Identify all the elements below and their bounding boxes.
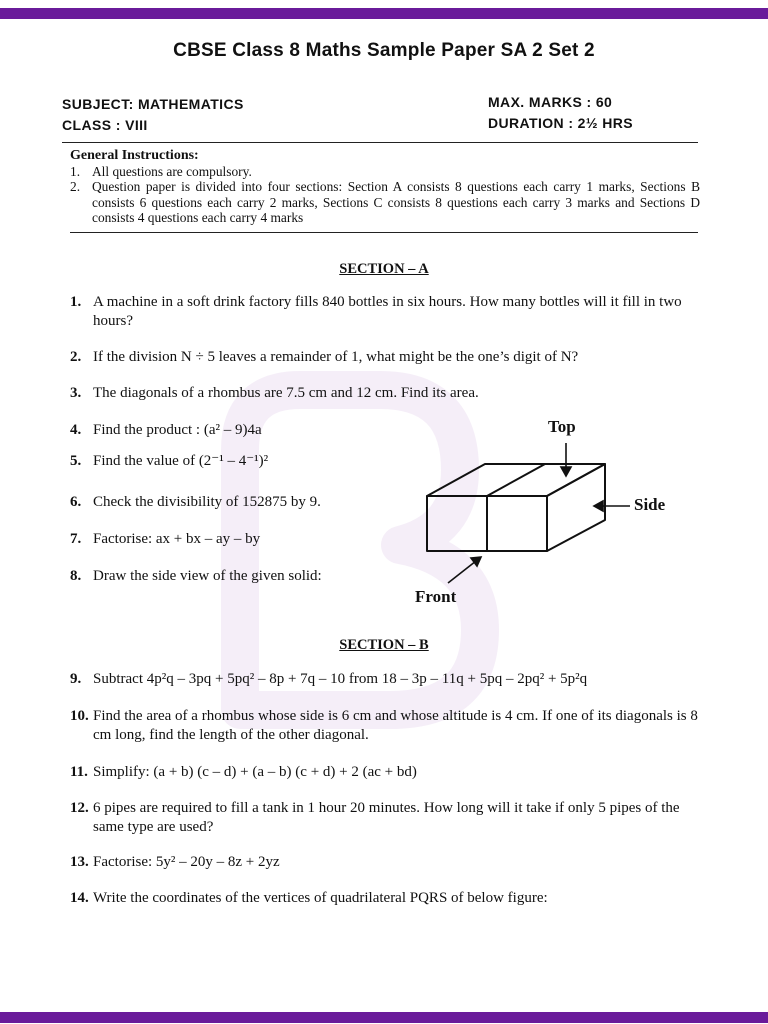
question-10: 10. Find the area of a rhombus whose side is 6 cm and whose altitude is 4 cm. If one of its diagonals is 8 cm long, find the length of the other diagonal. bbox=[70, 708, 698, 743]
front-face-left bbox=[427, 496, 487, 551]
front-face-right bbox=[487, 496, 547, 551]
section-b-title: SECTION – B bbox=[339, 637, 429, 653]
general-instructions bbox=[70, 148, 700, 226]
page-title: CBSE Class 8 Maths Sample Paper SA 2 Set 2 bbox=[173, 40, 595, 61]
instruction-item: 2. Question paper is divided into four sections: Section A consists 8 questions each carry 1 marks, Sections B consists 6 questions each carry 2 marks, Sections C consists 8 questions each carry 3 marks and Sections D consists 4 questions each carry 4 marks bbox=[70, 179, 700, 225]
figure-front-label: Front bbox=[415, 587, 457, 606]
figure-top-label: Top bbox=[548, 417, 576, 436]
question-14: 14. Write the coordinates of the vertices of quadrilateral PQRS of below figure: bbox=[70, 890, 548, 906]
subject-label: SUBJECT: MATHEMATICS bbox=[62, 96, 244, 112]
question-4: 4. Find the product : (a² – 9)4a bbox=[70, 422, 262, 438]
instruction-item: 1. All questions are compulsory. bbox=[70, 163, 252, 179]
top-accent-bar bbox=[0, 8, 768, 19]
instructions-rule bbox=[70, 232, 698, 233]
bottom-accent-bar bbox=[0, 1012, 768, 1023]
question-13: 13. Factorise: 5y² – 20y – 8z + 2yz bbox=[70, 854, 280, 870]
duration-label: DURATION : 2½ HRS bbox=[488, 115, 633, 131]
question-11: 11. Simplify: (a + b) (c – d) + (a – b) (c + d) + 2 (ac + bd) bbox=[70, 764, 417, 780]
class-label: CLASS : VIII bbox=[62, 117, 148, 133]
header-rule bbox=[62, 142, 698, 143]
question-7: 7. Factorise: ax + bx – ay – by bbox=[70, 531, 261, 547]
question-2: 2. If the division N ÷ 5 leaves a remainder of 1, what might be the one’s digit of N? bbox=[70, 349, 579, 365]
question-5: 5. Find the value of (2⁻¹ – 4⁻¹)² bbox=[70, 453, 269, 469]
question-3: 3. The diagonals of a rhombus are 7.5 cm and 12 cm. Find its area. bbox=[70, 385, 479, 401]
question-12: 12. 6 pipes are required to fill a tank in 1 hour 20 minutes. How long will it take if only 5 pipes of the same type are used? bbox=[70, 800, 680, 835]
figure-side-label: Side bbox=[634, 495, 666, 514]
solid-figure bbox=[400, 440, 640, 590]
section-a-title: SECTION – A bbox=[339, 261, 429, 277]
question-8: 8. Draw the side view of the given solid: bbox=[70, 568, 322, 584]
instructions-heading: General Instructions: bbox=[70, 148, 199, 163]
max-marks-label: MAX. MARKS : 60 bbox=[488, 94, 613, 110]
question-1: 1. A machine in a soft drink factory fills 840 bottles in six hours. How many bottles will it fill in two hours? bbox=[70, 294, 682, 329]
question-9: 9. Subtract 4p²q – 3pq + 5pq² – 8p + 7q – 10 from 18 – 3p – 11q + 5pq – 2pq² + 5p²q bbox=[70, 671, 588, 687]
question-6: 6. Check the divisibility of 152875 by 9. bbox=[70, 494, 321, 510]
